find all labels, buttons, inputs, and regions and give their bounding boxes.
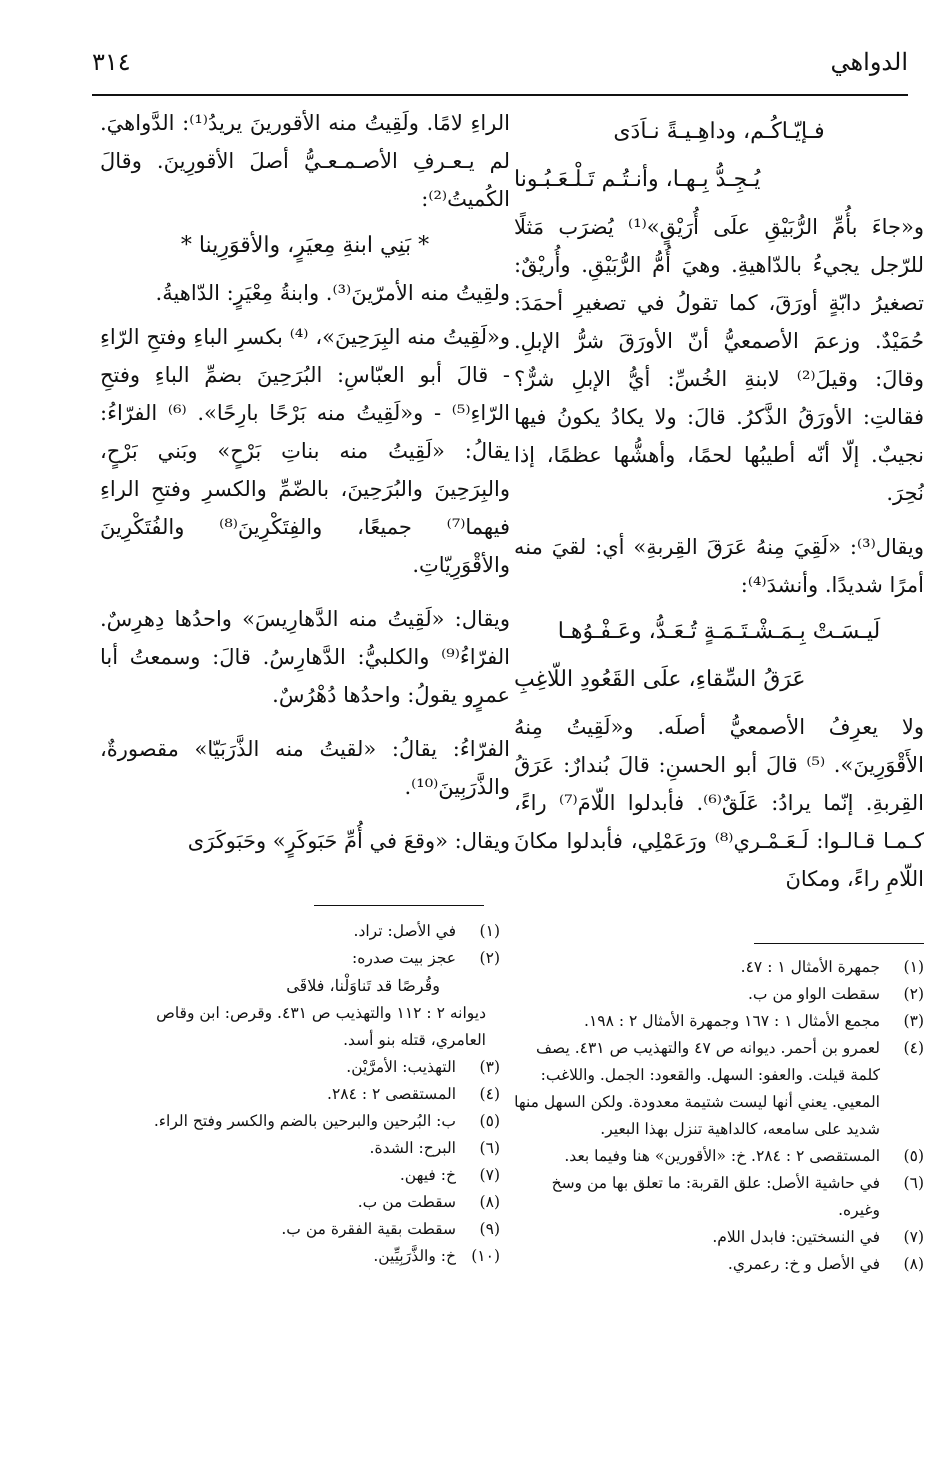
footnote <box>100 1189 500 1216</box>
footnote-number: (٣) <box>479 1058 500 1076</box>
header-rule <box>92 94 908 96</box>
footnote <box>514 1170 924 1224</box>
footnote-text: في النسختين: فابدل اللام. <box>712 1228 880 1246</box>
footnote-verse: وقُرصًا قد تَناوَلْنا، فلاقَى <box>286 976 440 995</box>
footnote-number: (٨) <box>903 1255 924 1273</box>
footnote-number: (٦) <box>479 1139 500 1157</box>
footnote-rule <box>754 943 924 944</box>
footnote-text: التهذيب: الأمرَّيْن. <box>346 1058 456 1076</box>
footnote <box>100 1081 500 1108</box>
footnote-text: خ: والذَّرَبِيِّين. <box>373 1247 456 1265</box>
footnote <box>100 1108 500 1135</box>
verse-line: فـإيّـاكُـم، وداهِـيـةً نـاَدَى <box>613 119 825 144</box>
running-title: الدواهي <box>830 48 908 76</box>
footnote-number: (٢) <box>903 985 924 1003</box>
footnote-number: (٧) <box>479 1166 500 1184</box>
footnote-number: (٦) <box>903 1174 924 1192</box>
verse-line: لَيـسَـتْ بِـمَـشْـتَـمَـةٍ تُـعَـدُّ، وعَـفْـوُهـا <box>557 619 881 644</box>
footnote-continuation: ديوانه ٢ : ١١٢ والتهذيب ص ٤٣١. وقرص: ابن وقاص العامري، قتله بنو أسد. <box>156 1004 486 1049</box>
page-header <box>92 48 908 90</box>
paragraph: و«لَقِيتُ منه البِرَحِينَ»، ⁽⁴⁾ بكسرِ الباءِ وفتحِ الرّاءِ - قالَ أبو العبّاسِ: البُرَحِينَ بضمِّ الباءِ وفتحِ الرّاءِ⁽⁵⁾ - و«لَقِيتُ منه بَرْحًا بارِحًا». ⁽⁶⁾ الفرّاءُ: يقالُ: «لَقِيتُ منه بناتِ بَرْحٍ» وبَني بَرْحٍ، والبِرَحِينَ والبُرَحِينَ، بالضّمِّ والكسرِ وفتحِ الراءِ فيهما⁽⁷⁾ جميعًا، والفِتَكْرِينَ⁽⁸⁾ والفُتَكْرِينَ والأقْوَرِيّاتِ. <box>100 325 510 577</box>
footnote-text: سقطت من ب. <box>357 1193 456 1211</box>
footnote-text: في الأصل: تراد. <box>353 922 456 940</box>
footnote-text: لعمرو بن أحمر. ديوانه ص ٤٧ والتهذيب ص ٤٣١. يصف كلمة قيلت. والعفو: السهل. والقعود: الجمل. واللاغب: المعيي. يعني أنها ليست شتيمة معدودة. ولكن السهل منها شديد على سامعه، كالداهية تنزل بهذا البعير. <box>514 1039 880 1138</box>
footnote <box>514 1143 924 1170</box>
footnote <box>514 981 924 1008</box>
verse-line: * بَنِي ابنةِ مِعيَرٍ، والأقوَرِينا * <box>180 233 430 258</box>
footnote-text: ب: البُرحين والبرحين بالضم والكسر وفتح الراء. <box>153 1112 456 1130</box>
paragraph: و«جاءَ بأُمِّ الرُّبَيْقِ علَى أُرَيْقٍ»⁽¹⁾ يُضرَب مَثلًا للرّجل يجيءُ بالدّاهيةِ. وهيَ أُمُّ الرُّبَيْقِ. وأُريْقٌ: تصغيرُ دابّةٍ أورَقَ، كما تقولُ في تصغيرِ أحمَدَ: حُمَيْدٌ. وزعمَ الأصمعيُّ أنّ الأورَقَ شرُّ الإبلِ. وقالَ: وقيلَ⁽²⁾ لابنةِ الخُسِّ: أيُّ الإبلِ شرٌّ؟ فقالتِ: الأورَقُ الذَّكرُ. قالَ: ولا يكادُ يكونُ فيها نجيبٌ. إلّا أنّه أطيبُها لحمًا، وأهشُّها عظمًا، إذا نُحِرَ. <box>514 215 924 505</box>
footnote <box>514 1251 924 1278</box>
footnote-text: في حاشية الأصل: علق القربة: ما تعلق بها من وسخ وغيره. <box>551 1174 880 1219</box>
footnote <box>100 1054 500 1081</box>
paragraph: ولقِيتُ منه الأمرّينَ⁽³⁾. وابنةُ مِعْيَرٍ: الدّاهيةُ. <box>155 281 510 305</box>
footnote <box>514 1035 924 1143</box>
footnote <box>100 1243 500 1270</box>
footnote-number: (٧) <box>903 1228 924 1246</box>
footnote-rule <box>314 905 484 906</box>
footnote-text: المستقصى ٢ : ٢٨٤. خ: «الأقورين» هنا وفيما بعد. <box>564 1147 880 1165</box>
footnote-number: (٢) <box>479 949 500 967</box>
footnote-text: عجز بيت صدره: <box>352 949 456 967</box>
footnote <box>100 1135 500 1162</box>
footnote-number: (٩) <box>479 1220 500 1238</box>
right-footnotes <box>514 954 924 1278</box>
footnote <box>514 1008 924 1035</box>
footnote-text: سقطت الواو من ب. <box>748 985 880 1003</box>
footnote-number: (١) <box>479 922 500 940</box>
footnote-text: خ: فيهن. <box>399 1166 456 1184</box>
footnote <box>100 945 500 972</box>
footnote-text: جمهرة الأمثال ١ : ٤٧. <box>740 958 880 976</box>
footnote-number: (٤) <box>479 1085 500 1103</box>
paragraph: الراءِ لامًا. ولَقِيتُ منه الأقورينَ يريدُ⁽¹⁾: الدَّواهيَ. لم يـعـرفِ الأصـمـعـيُّ أصلَ الأقورِينَ. وقالَ الكُميتُ⁽²⁾: <box>100 111 510 211</box>
footnote-number: (٨) <box>479 1193 500 1211</box>
verse-line: يُـجِـدُّ بِـهـا، وأنـتُـم تَـلْـعَـبُـونا <box>514 167 761 192</box>
paragraph: الفرّاءُ: يقالُ: «لقيتُ منه الذَّرَبَيّا» مقصورةٌ، والذَّرَبِينَ⁽¹⁰⁾. <box>100 737 510 799</box>
page-number: ٣١٤ <box>92 48 131 76</box>
footnote-number: (١) <box>903 958 924 976</box>
footnote <box>514 1224 924 1251</box>
footnote <box>100 1162 500 1189</box>
left-footnotes <box>100 918 500 1270</box>
footnote-text: المستقصى ٢ : ٢٨٤. <box>327 1085 456 1103</box>
paragraph: ولا يعرِفُ الأصمعيُّ أصلَه. و«لَقِيتُ مِنهُ الأَقْوَرِينَ». ⁽⁵⁾ قالَ أبو الحسنِ: قالَ بُندارٌ: عَرَقُ القِربةِ. إنّما يرادُ: عَلَقٌ⁽⁶⁾. فأبدلوا اللّامَ⁽⁷⁾ راءً، كـمـا قـالـوا: لَـعَـمْـري⁽⁸⁾ ورَعَمْلِي، فأبدلوا مكانَ اللّامِ راءً، ومكانَ <box>514 715 924 891</box>
paragraph: ويقال: «وقعَ في أُمِّ حَبَوكَرٍ» وحَبَوكَرَى <box>187 829 510 853</box>
paragraph: ويقال⁽³⁾: «لَقِيَ مِنهُ عَرَقَ القِربةِ» أي: لقيَ منه أمرًا شديدًا. وأنشدَ⁽⁴⁾: <box>514 535 924 597</box>
footnote <box>100 1216 500 1243</box>
footnote-number: (١٠) <box>471 1247 500 1265</box>
footnote-text: البرح: الشدة. <box>369 1139 456 1157</box>
verse-line: عَرَقُ السِّقاءِ، علَى القَعُودِ اللّاغِبِ <box>514 667 806 692</box>
left-column <box>100 104 510 866</box>
right-column <box>514 104 924 904</box>
footnote-number: (٣) <box>903 1012 924 1030</box>
footnote-text: في الأصل و خ: رعمري. <box>727 1255 880 1273</box>
footnote-text: مجمع الأمثال ١ : ١٦٧ وجمهرة الأمثال ٢ : ١٩٨. <box>584 1012 880 1030</box>
footnote <box>100 918 500 945</box>
footnote-text: سقطت بقية الفقرة من ب. <box>281 1220 456 1238</box>
footnote-number: (٥) <box>903 1147 924 1165</box>
footnote-number: (٥) <box>479 1112 500 1130</box>
paragraph: ويقال: «لَقِيتُ منه الدَّهارِيسَ» واحدُها دِهرِسٌ. الفرّاءُ⁽⁹⁾ والكلبيُّ: الدَّهارِسُ. قالَ: وسمعتُ أبا عمرٍو يقولُ: واحدُها دُهْرُسٌ. <box>100 607 510 707</box>
footnote <box>514 954 924 981</box>
footnote-number: (٤) <box>903 1039 924 1057</box>
